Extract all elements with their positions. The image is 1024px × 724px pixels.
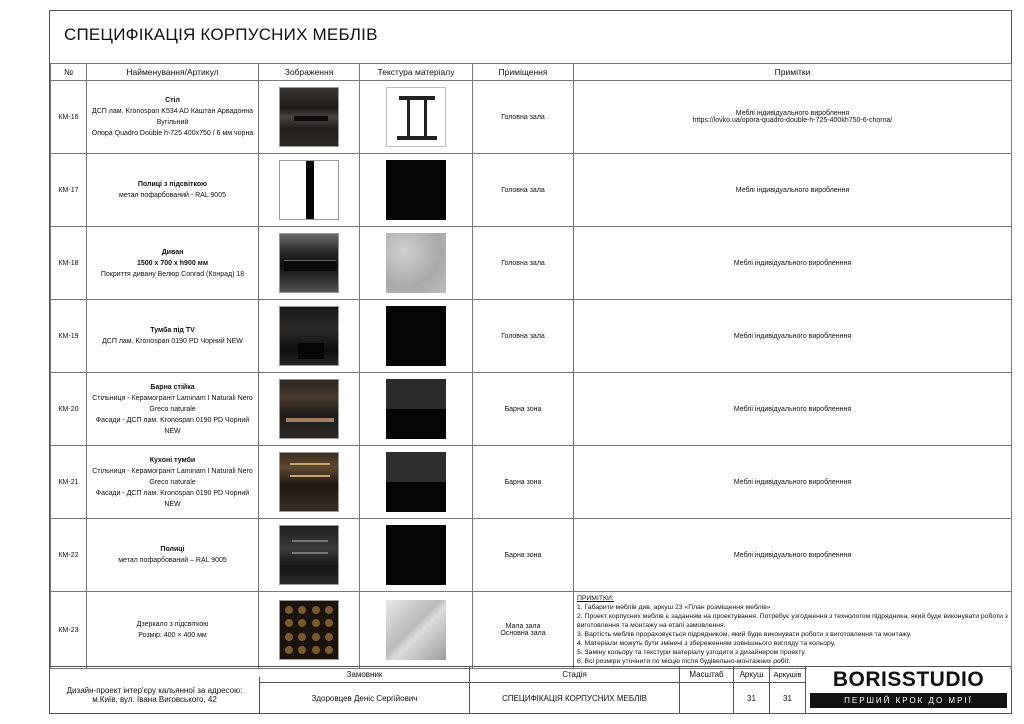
row-image	[259, 519, 360, 592]
row-notes: Меблі індивідуального вироблення	[574, 154, 1012, 227]
row-name: Диван 1500 x 700 x h900 мм Покриття дивану Велюр Conrad (Конрад) 18	[87, 227, 259, 300]
texture-black-metal	[386, 525, 446, 585]
client-name: Здоровцев Деніс Сергійович	[260, 683, 470, 713]
col-header-no: №	[51, 64, 87, 81]
row-code: КМ-18	[51, 227, 87, 300]
sheets-total: 31	[770, 683, 806, 713]
row-texture	[360, 227, 473, 300]
row-image	[259, 154, 360, 227]
row-name: Дзеркало з підсвіткою Розмір: 400 × 400 мм	[87, 592, 259, 669]
scale-value	[680, 683, 734, 713]
table-header-row	[51, 64, 1012, 81]
row-image	[259, 373, 360, 446]
row-name: Кухоні тумби Стільниця - Керамограніт Laminam I Naturali Nero Greco naturale Фасади - ДСП лам. Kronospan 0190 PD Чорний NEW	[87, 446, 259, 519]
row-code: КМ-16	[51, 81, 87, 154]
row-image	[259, 227, 360, 300]
row-room: Барна зона	[473, 373, 574, 446]
texture-black-metal	[386, 160, 446, 220]
sheet-label: Аркуш	[734, 667, 770, 683]
row-texture	[360, 446, 473, 519]
col-header-name: Найменування/Артикул	[87, 64, 259, 81]
row-texture	[360, 154, 473, 227]
row-notes: Меблі індивідуального виробленння	[574, 446, 1012, 519]
row-texture	[360, 519, 473, 592]
row-code: КМ-21	[51, 446, 87, 519]
stage-label: Стадія	[470, 667, 680, 683]
col-header-image: Зображення	[259, 64, 360, 81]
render-image	[279, 87, 339, 147]
client-label: Замовник	[260, 667, 470, 683]
row-image	[259, 81, 360, 154]
logo-name: BORISSTUDIO	[832, 668, 985, 691]
spec-table	[50, 63, 1012, 669]
table-row	[51, 154, 1012, 227]
table-row	[51, 227, 1012, 300]
render-image	[279, 452, 339, 512]
sheets-label: Аркушів	[770, 667, 806, 683]
texture-ceramic-and-black	[386, 379, 446, 439]
table-row	[51, 519, 1012, 592]
scale-label: Масштаб	[680, 667, 734, 683]
row-texture	[360, 81, 473, 154]
row-image	[259, 592, 360, 669]
row-texture	[360, 592, 473, 669]
render-image	[279, 306, 339, 366]
render-image	[279, 379, 339, 439]
row-name: Полиці з підсвіткою метал пофарбований - RAL 9005	[87, 154, 259, 227]
row-texture	[360, 373, 473, 446]
render-image	[279, 600, 339, 660]
row-room: Головна зала	[473, 154, 574, 227]
row-notes: Меблі індивідуального виробленння	[574, 519, 1012, 592]
lovko-link[interactable]: https://lovko.ua/opora-quadro-double-h-725-400kh750-6-chorna/	[692, 117, 893, 124]
texture-ceramic-and-black	[386, 452, 446, 512]
row-notes: Меблі індивідуального виробленння	[574, 227, 1012, 300]
col-header-texture: Текстура матеріалу	[360, 64, 473, 81]
row-notes: Меблі індивідуального виробленння	[574, 373, 1012, 446]
render-image	[279, 233, 339, 293]
table-row	[51, 446, 1012, 519]
row-name: Барна стійка Стільниця - Керамограніт Laminam I Naturali Nero Greco naturale Фасади - ДСП лам. Kronospan 0190 PD Чорний NEW	[87, 373, 259, 446]
page-title: СПЕЦИФІКАЦІЯ КОРПУСНИХ МЕБЛІВ	[64, 25, 378, 44]
col-header-room: Приміщення	[473, 64, 574, 81]
borisstudio-logo	[807, 667, 1010, 711]
row-image	[259, 446, 360, 519]
project-address: Дизайн-проект інтер'єру кальянної за адресою: м.Київ, вул. Івана Виговського, 42	[50, 677, 260, 713]
row-room: Мала зала Основна зала	[473, 592, 574, 669]
row-room: Головна зала	[473, 81, 574, 154]
texture-velour	[386, 233, 446, 293]
row-code: КМ-23	[51, 592, 87, 669]
row-notes: Меблі індивідуального виробленння	[574, 300, 1012, 373]
sheet-number: 31	[734, 683, 770, 713]
table-row	[51, 300, 1012, 373]
render-image	[279, 160, 339, 220]
col-header-notes: Примітки	[574, 64, 1012, 81]
table-row	[51, 592, 1012, 669]
row-code: КМ-19	[51, 300, 87, 373]
row-notes: Меблі індивідуального вироблення https://lovko.ua/opora-quadro-double-h-725-400kh750-6-chorna/	[574, 81, 1012, 154]
row-code: КМ-20	[51, 373, 87, 446]
row-image	[259, 300, 360, 373]
row-texture	[360, 300, 473, 373]
table-base-image	[386, 87, 446, 147]
table-row	[51, 373, 1012, 446]
render-image	[279, 525, 339, 585]
row-room: Головна зала	[473, 227, 574, 300]
row-name: Тумба під TV ДСП лам. Kronospan 0190 PD Чорний NEW	[87, 300, 259, 373]
stage-value: СПЕЦИФІКАЦІЯ КОРПУСНИХ МЕБЛІВ	[470, 683, 680, 713]
row-room: Барна зона	[473, 446, 574, 519]
general-notes: ПРИМІТКИ: 1. Габарити меблів див. аркуш 23 «План розміщення меблів» 2. Проект корпусних меблів є заданням на проектування. Потребує узгодження з технологом підрядника, який буде виконувати роботи з виготовлення та монтажу на етапі замовлення. 3. Вартість меблів прораховується підрядником, який буде виконувати роботи з виготовлення та монтажу. 4. Матеріали можуть бути змінені з збереженням зовнішнього вигляду та кольору. 5. Заміну кольору та текстури матеріалу узгодити з дизайнером проекту. 6. Всі розміри уточнити по місцю після будівельно-монтажних робіт.	[574, 592, 1012, 669]
row-room: Барна зона	[473, 519, 574, 592]
row-room: Головна зала	[473, 300, 574, 373]
table-row	[51, 81, 1012, 154]
texture-mirror	[386, 600, 446, 660]
texture-black-chipboard	[386, 306, 446, 366]
title-block	[50, 666, 1011, 713]
logo-tagline: ПЕРШИЙ КРОК ДО МРІЇ	[810, 693, 1007, 708]
row-name: Полиці метал пофарбований – RAL 9005	[87, 519, 259, 592]
row-name: Стіл ДСП лам. Kronospan K534 AD Каштан Арвадонна Вугільний Опора Quadro Double h-725 400x750 / 6 мм чорна	[87, 81, 259, 154]
row-code: КМ-22	[51, 519, 87, 592]
specification-sheet	[49, 10, 1012, 714]
row-code: КМ-17	[51, 154, 87, 227]
